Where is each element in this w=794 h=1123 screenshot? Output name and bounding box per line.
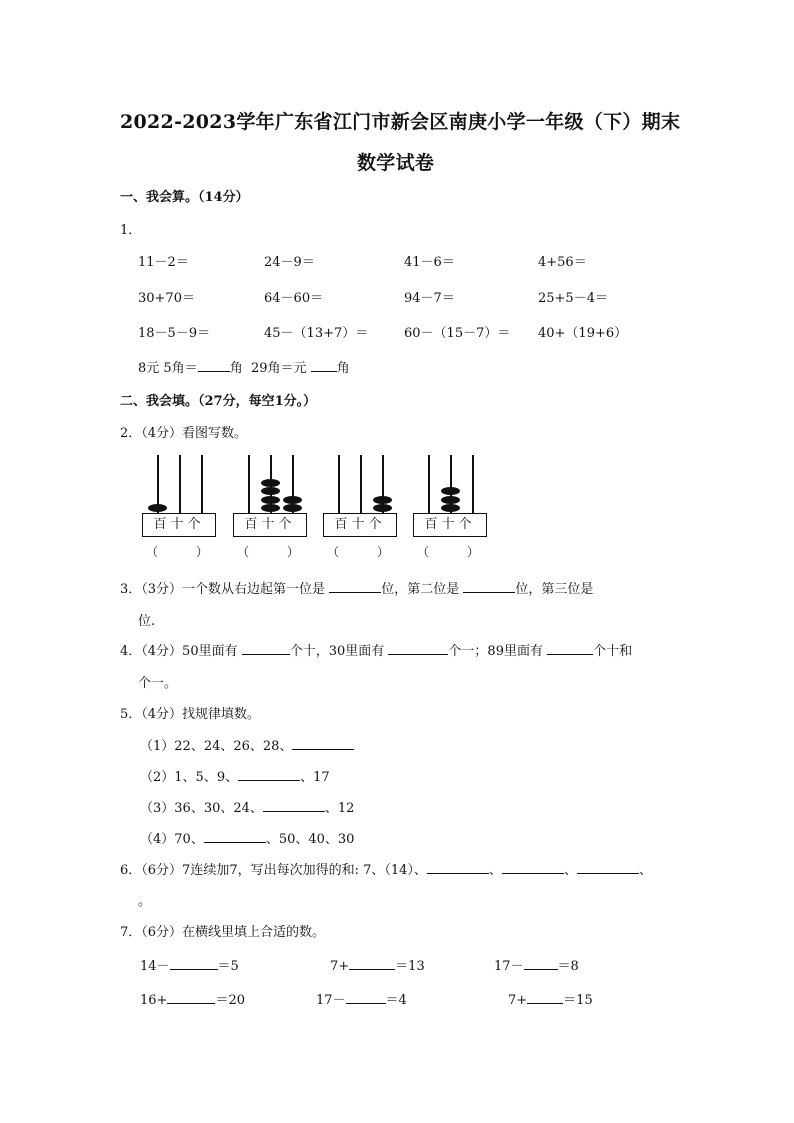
- answer-paren-open: （: [327, 545, 340, 559]
- fill-item: [140, 989, 245, 1008]
- money-conversion-row: [138, 357, 350, 376]
- answer-blank[interactable]: [167, 991, 215, 1004]
- calc-item: 4+56＝: [538, 255, 587, 270]
- fill-item: [330, 955, 425, 974]
- abacus-bead: [261, 487, 280, 495]
- abacus-place-label: 百十个: [323, 513, 397, 537]
- fill-item: [140, 955, 239, 974]
- abacus-bead: [441, 504, 460, 512]
- q6-text: 6．（6分）7连续加7，写出每次加得的和: 7、（14）、: [120, 863, 427, 878]
- abacus-rod: [428, 455, 430, 513]
- answer-blank[interactable]: [349, 957, 395, 970]
- fill-text: ＝5: [217, 959, 239, 974]
- q6-sep: 、: [638, 863, 652, 878]
- answer-blank[interactable]: [160, 543, 196, 559]
- question-6-cont: 。: [138, 894, 152, 909]
- q6-sep: 、: [488, 863, 502, 878]
- fill-text: ＝4: [385, 993, 407, 1008]
- answer-blank[interactable]: [346, 991, 386, 1004]
- fill-text: 7+: [508, 993, 528, 1008]
- pattern-item-1: [140, 735, 354, 754]
- answer-blank[interactable]: [527, 991, 563, 1004]
- answer-blank[interactable]: [251, 543, 287, 559]
- fill-text: 7+: [330, 959, 350, 974]
- abacus-bead: [373, 496, 392, 504]
- question-4-cont: 个一。: [138, 676, 178, 691]
- pattern-text: 、12: [324, 801, 355, 816]
- answer-blank[interactable]: [502, 861, 564, 874]
- abacus-rod: [360, 455, 362, 513]
- fill-text: 17－: [316, 993, 346, 1008]
- question-3-cont: 位.: [138, 614, 156, 629]
- answer-blank[interactable]: [427, 861, 489, 874]
- answer-paren-close: ）: [287, 545, 300, 559]
- abacus-place-label: 百十个: [233, 513, 307, 537]
- question-5: 5．（4分）找规律填数。: [120, 707, 261, 722]
- answer-blank[interactable]: [547, 642, 593, 655]
- abacus-rod: [201, 455, 203, 513]
- pattern-text: （1）22、24、26、28、: [140, 739, 293, 754]
- calc-item: 25+5－4＝: [538, 291, 608, 306]
- answer-paren-close: ）: [467, 545, 480, 559]
- page-title: 2022-2023学年广东省江门市新会区南庚小学一年级（下）期末: [120, 111, 681, 133]
- question-6: [120, 859, 652, 878]
- q6-sep: 、: [563, 863, 577, 878]
- money-a-prefix: 8元 5角＝: [138, 361, 198, 376]
- calc-item: 94－7＝: [404, 291, 455, 306]
- answer-blank[interactable]: [242, 642, 290, 655]
- abacus-bead: [441, 496, 460, 504]
- page-subtitle: 数学试卷: [357, 152, 435, 174]
- fill-text: ＝15: [563, 993, 593, 1008]
- money-b-prefix: 29角＝元: [250, 361, 307, 376]
- money-b-unit: 角: [336, 361, 350, 376]
- fill-item: [508, 989, 593, 1008]
- answer-blank[interactable]: [431, 543, 467, 559]
- fill-text: ＝20: [215, 993, 245, 1008]
- abacus-bead: [261, 504, 280, 512]
- fill-text: 17－: [494, 959, 524, 974]
- pattern-text: 、17: [300, 770, 330, 785]
- fill-text: 16+: [140, 993, 168, 1008]
- calc-item: 40+（19+6）: [538, 326, 628, 341]
- answer-blank[interactable]: [311, 359, 337, 372]
- question-4: [120, 640, 632, 659]
- fill-item: [316, 989, 407, 1008]
- fill-text: ＝13: [395, 959, 425, 974]
- calc-item: 30+70＝: [138, 291, 195, 306]
- answer-paren-open: （: [146, 545, 159, 559]
- money-a-unit: 角: [229, 361, 243, 376]
- q3-text-b: 位，第二位是: [381, 582, 460, 597]
- abacus-place-label: 百十个: [142, 513, 216, 537]
- abacus-bead: [441, 487, 460, 495]
- q4-text-c: 个一；89里面有: [448, 644, 543, 659]
- q4-text-a: 4．（4分）50里面有: [120, 644, 238, 659]
- pattern-text: （2）1、5、9、: [140, 770, 239, 785]
- abacus-bead: [261, 496, 280, 504]
- abacus-bead: [373, 504, 392, 512]
- fill-text: ＝8: [557, 959, 579, 974]
- section-heading-calculate: 一、我会算。（14分）: [120, 190, 249, 205]
- fill-item: [494, 955, 579, 974]
- abacus-bead: [148, 504, 167, 512]
- answer-paren-open: （: [237, 545, 250, 559]
- q3-text-a: 3．（3分）一个数从右边起第一位是: [120, 582, 326, 597]
- q3-text-c: 位，第三位是: [515, 582, 594, 597]
- fill-text: 14－: [140, 959, 170, 974]
- calc-item: 64－60＝: [264, 291, 324, 306]
- pattern-item-3: [140, 797, 354, 816]
- answer-blank[interactable]: [463, 580, 515, 593]
- answer-blank[interactable]: [170, 957, 218, 970]
- abacus-rod: [248, 455, 250, 513]
- abacus-bead: [283, 504, 302, 512]
- abacus-rod: [338, 455, 340, 513]
- calc-item: 45－（13+7）＝: [264, 326, 369, 341]
- answer-blank[interactable]: [292, 737, 354, 750]
- calc-item: 11－2＝: [138, 255, 189, 270]
- answer-blank[interactable]: [524, 957, 558, 970]
- abacus-place-label: 百十个: [413, 513, 487, 537]
- answer-blank[interactable]: [238, 768, 300, 781]
- pattern-item-4: [140, 828, 354, 847]
- abacus-bead: [261, 479, 280, 487]
- calc-item: 24－9＝: [264, 255, 315, 270]
- pattern-text: （4）70、: [140, 832, 204, 847]
- pattern-item-2: [140, 766, 330, 785]
- answer-blank[interactable]: [198, 359, 230, 372]
- calc-item: 60－（15－7）＝: [404, 326, 511, 341]
- answer-paren-open: （: [417, 545, 430, 559]
- answer-blank[interactable]: [341, 543, 377, 559]
- answer-blank[interactable]: [329, 580, 381, 593]
- answer-paren-close: ）: [196, 545, 209, 559]
- question-3: [120, 578, 593, 597]
- section-heading-fill: 二、我会填。（27分，每空1分。）: [120, 394, 317, 409]
- answer-blank[interactable]: [263, 799, 325, 812]
- pattern-text: 、50、40、30: [265, 832, 355, 847]
- answer-blank[interactable]: [388, 642, 448, 655]
- answer-blank[interactable]: [204, 830, 266, 843]
- question-2: 2．（4分）看图写数。: [120, 426, 248, 441]
- abacus-rod: [472, 455, 474, 513]
- abacus-bead: [283, 496, 302, 504]
- calc-item: 18－5－9＝: [138, 326, 211, 341]
- pattern-text: （3）36、30、24、: [140, 801, 263, 816]
- abacus-rod: [179, 455, 181, 513]
- calc-item: 41－6＝: [404, 255, 455, 270]
- q4-text-d: 个十和: [593, 644, 633, 659]
- question-7: 7．（6分）在横线里填上合适的数。: [120, 925, 326, 940]
- q4-text-b: 个十，30里面有: [289, 644, 385, 659]
- question-1-label: 1．: [120, 223, 142, 238]
- answer-blank[interactable]: [577, 861, 639, 874]
- answer-paren-close: ）: [377, 545, 390, 559]
